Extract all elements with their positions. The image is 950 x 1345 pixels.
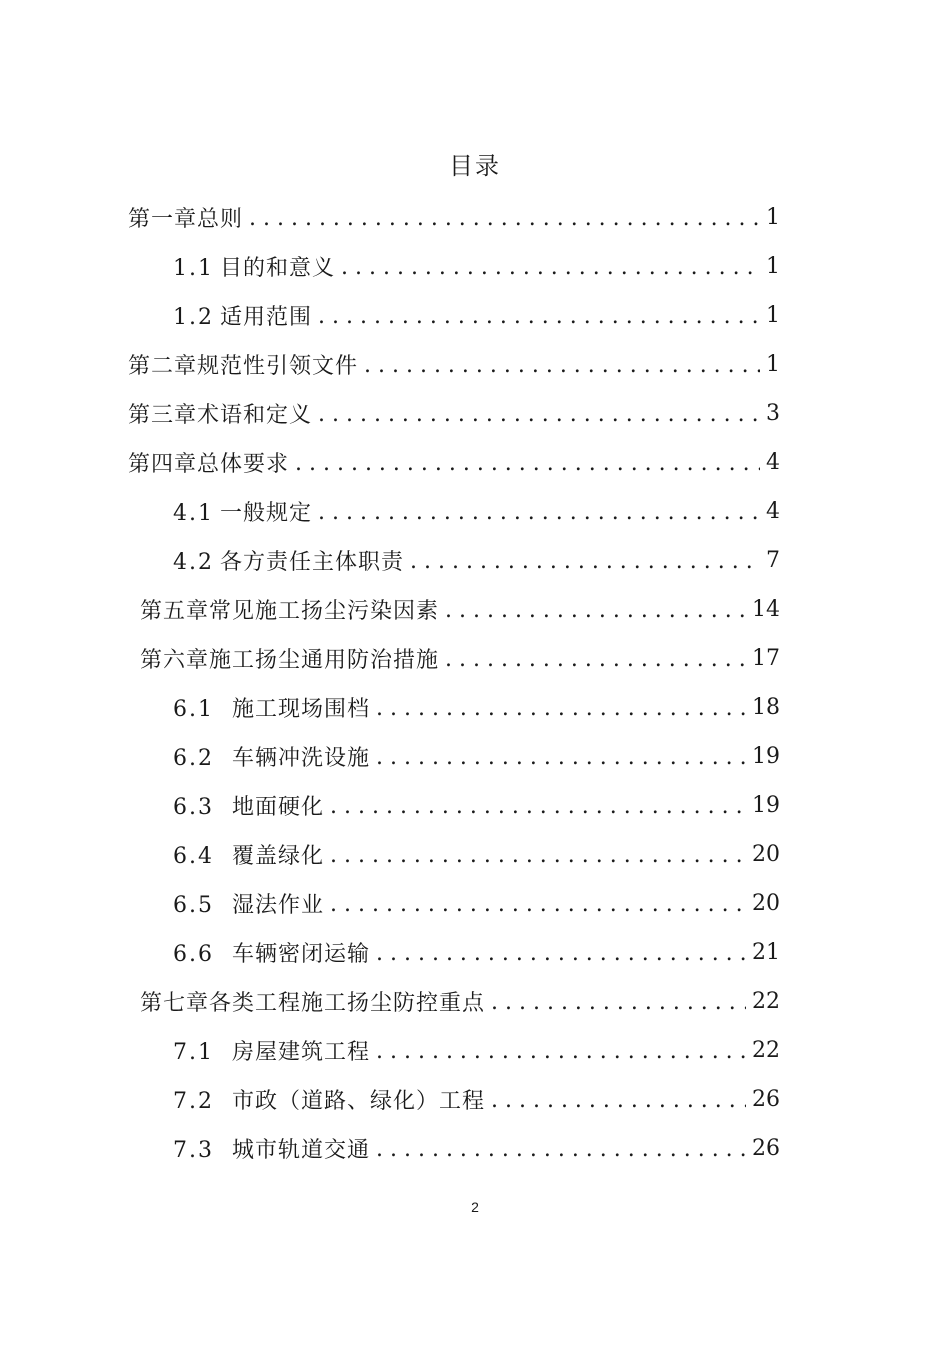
toc-entry-title <box>173 1133 370 1164</box>
toc-dot-leader <box>249 206 760 231</box>
toc-entry-title <box>173 1035 370 1066</box>
toc-entry-page: 26 <box>752 1086 780 1112</box>
toc-entry-number: 4.2 <box>173 549 214 575</box>
toc-entry-section-6-1[interactable] <box>173 687 780 727</box>
toc-dot-leader <box>376 1039 746 1064</box>
toc-entry-section-7-1[interactable] <box>173 1030 780 1070</box>
toc-entry-number: 1.2 <box>173 304 214 330</box>
toc-entry-title <box>173 692 370 723</box>
toc-entry-page: 22 <box>752 1037 780 1063</box>
toc-dot-leader <box>445 647 746 672</box>
toc-entry-page: 21 <box>752 939 780 965</box>
toc-entry-section-6-6[interactable] <box>173 932 780 972</box>
toc-dot-leader <box>445 598 746 623</box>
toc-entry-number: 1.1 <box>173 255 214 281</box>
toc-entry-section-6-4[interactable] <box>173 834 780 874</box>
toc-dot-leader <box>341 255 760 280</box>
toc-entry-number: 6.6 <box>173 941 214 967</box>
toc-entry-number: 6.1 <box>173 696 214 722</box>
toc-entry-label: 各方责任主体职责 <box>220 549 405 575</box>
toc-entry-page: 4 <box>766 498 780 524</box>
toc-entry-section-7-3[interactable] <box>173 1128 780 1168</box>
toc-entry-label: 市政（道路、绿化）工程 <box>232 1088 486 1114</box>
toc-entry-page: 26 <box>752 1135 780 1161</box>
toc-entry-title <box>173 790 324 821</box>
toc-entry-title <box>173 300 312 331</box>
toc-entry-chapter-1[interactable] <box>128 197 780 237</box>
toc-entry-chapter-4[interactable] <box>128 442 780 482</box>
toc-entry-title: 第四章总体要求 <box>128 451 290 477</box>
toc-entry-page: 4 <box>766 449 780 475</box>
toc-entry-section-7-2[interactable] <box>173 1079 780 1119</box>
toc-entry-chapter-7[interactable] <box>140 981 780 1021</box>
toc-dot-leader <box>376 941 746 966</box>
toc-dot-leader <box>330 843 746 868</box>
toc-dot-leader <box>330 892 746 917</box>
toc-entry-number: 6.4 <box>173 843 214 869</box>
toc-dot-leader <box>295 451 760 476</box>
toc-entry-page: 1 <box>766 253 780 279</box>
toc-entry-title <box>173 888 324 919</box>
toc-entry-title: 第一章总则 <box>128 206 244 232</box>
toc-entry-chapter-5[interactable] <box>140 589 780 629</box>
toc-entry-label: 湿法作业 <box>232 892 325 918</box>
toc-entry-title <box>173 937 370 968</box>
toc-entry-page: 17 <box>752 645 780 671</box>
toc-entry-page: 20 <box>752 890 780 916</box>
toc-entry-number: 4.1 <box>173 500 214 526</box>
toc-entry-title <box>173 1084 485 1115</box>
toc-entry-label: 覆盖绿化 <box>232 843 325 869</box>
toc-entry-page: 19 <box>752 792 780 818</box>
toc-entry-title <box>173 839 324 870</box>
toc-entry-chapter-3[interactable] <box>128 393 780 433</box>
toc-entry-label: 车辆冲洗设施 <box>232 745 371 771</box>
toc-entry-chapter-2[interactable] <box>128 344 780 384</box>
toc-entry-title <box>173 741 370 772</box>
toc-dot-leader <box>376 1137 746 1162</box>
toc-entry-section-4-2[interactable] <box>173 540 780 580</box>
toc-dot-leader <box>376 745 746 770</box>
toc-heading: 目录 <box>449 152 501 180</box>
toc-entry-number: 7.1 <box>173 1039 214 1065</box>
toc-entry-page: 1 <box>766 204 780 230</box>
toc-entry-section-6-3[interactable] <box>173 785 780 825</box>
toc-entry-title: 第六章施工扬尘通用防治措施 <box>140 647 440 673</box>
toc-entry-title: 第二章规范性引领文件 <box>128 353 359 379</box>
toc-entry-number: 7.2 <box>173 1088 214 1114</box>
toc-entry-title <box>173 545 404 576</box>
toc-entry-number: 7.3 <box>173 1137 214 1163</box>
toc-entry-title: 第七章各类工程施工扬尘防控重点 <box>140 990 486 1016</box>
toc-dot-leader <box>410 549 760 574</box>
toc-entry-label: 车辆密闭运输 <box>232 941 371 967</box>
toc-entry-page: 22 <box>752 988 780 1014</box>
toc-entry-label: 目的和意义 <box>220 255 336 281</box>
toc-entry-page: 1 <box>766 351 780 377</box>
toc-entry-label: 房屋建筑工程 <box>232 1039 371 1065</box>
toc-entry-title <box>173 496 312 527</box>
toc-entry-page: 14 <box>752 596 780 622</box>
toc-entry-chapter-6[interactable] <box>140 638 780 678</box>
toc-dot-leader <box>376 696 746 721</box>
toc-dot-leader <box>491 990 746 1015</box>
toc-entry-label: 适用范围 <box>220 304 313 330</box>
toc-entry-section-1-1[interactable] <box>173 246 780 286</box>
toc-entry-page: 3 <box>766 400 780 426</box>
toc-dot-leader <box>318 500 760 525</box>
toc-entry-title: 第三章术语和定义 <box>128 402 313 428</box>
toc-entry-title: 第五章常见施工扬尘污染因素 <box>140 598 440 624</box>
toc-dot-leader <box>318 402 760 427</box>
toc-entry-label: 城市轨道交通 <box>232 1137 371 1163</box>
page-number: 2 <box>471 1199 479 1215</box>
toc-entry-page: 20 <box>752 841 780 867</box>
toc-entry-section-1-2[interactable] <box>173 295 780 335</box>
toc-entry-label: 地面硬化 <box>232 794 325 820</box>
toc-entry-section-6-5[interactable] <box>173 883 780 923</box>
toc-entry-title <box>173 251 335 282</box>
toc-entry-section-6-2[interactable] <box>173 736 780 776</box>
toc-entry-section-4-1[interactable] <box>173 491 780 531</box>
toc-entry-number: 6.2 <box>173 745 214 771</box>
toc-dot-leader <box>318 304 760 329</box>
toc-entry-number: 6.3 <box>173 794 214 820</box>
toc-entry-label: 施工现场围档 <box>232 696 371 722</box>
toc-entry-page: 7 <box>766 547 780 573</box>
toc-dot-leader <box>364 353 760 378</box>
toc-entry-page: 1 <box>766 302 780 328</box>
toc-entry-label: 一般规定 <box>220 500 313 526</box>
toc-dot-leader <box>330 794 746 819</box>
toc-dot-leader <box>491 1088 746 1113</box>
toc-entry-number: 6.5 <box>173 892 214 918</box>
toc-entry-page: 18 <box>752 694 780 720</box>
toc-entry-page: 19 <box>752 743 780 769</box>
